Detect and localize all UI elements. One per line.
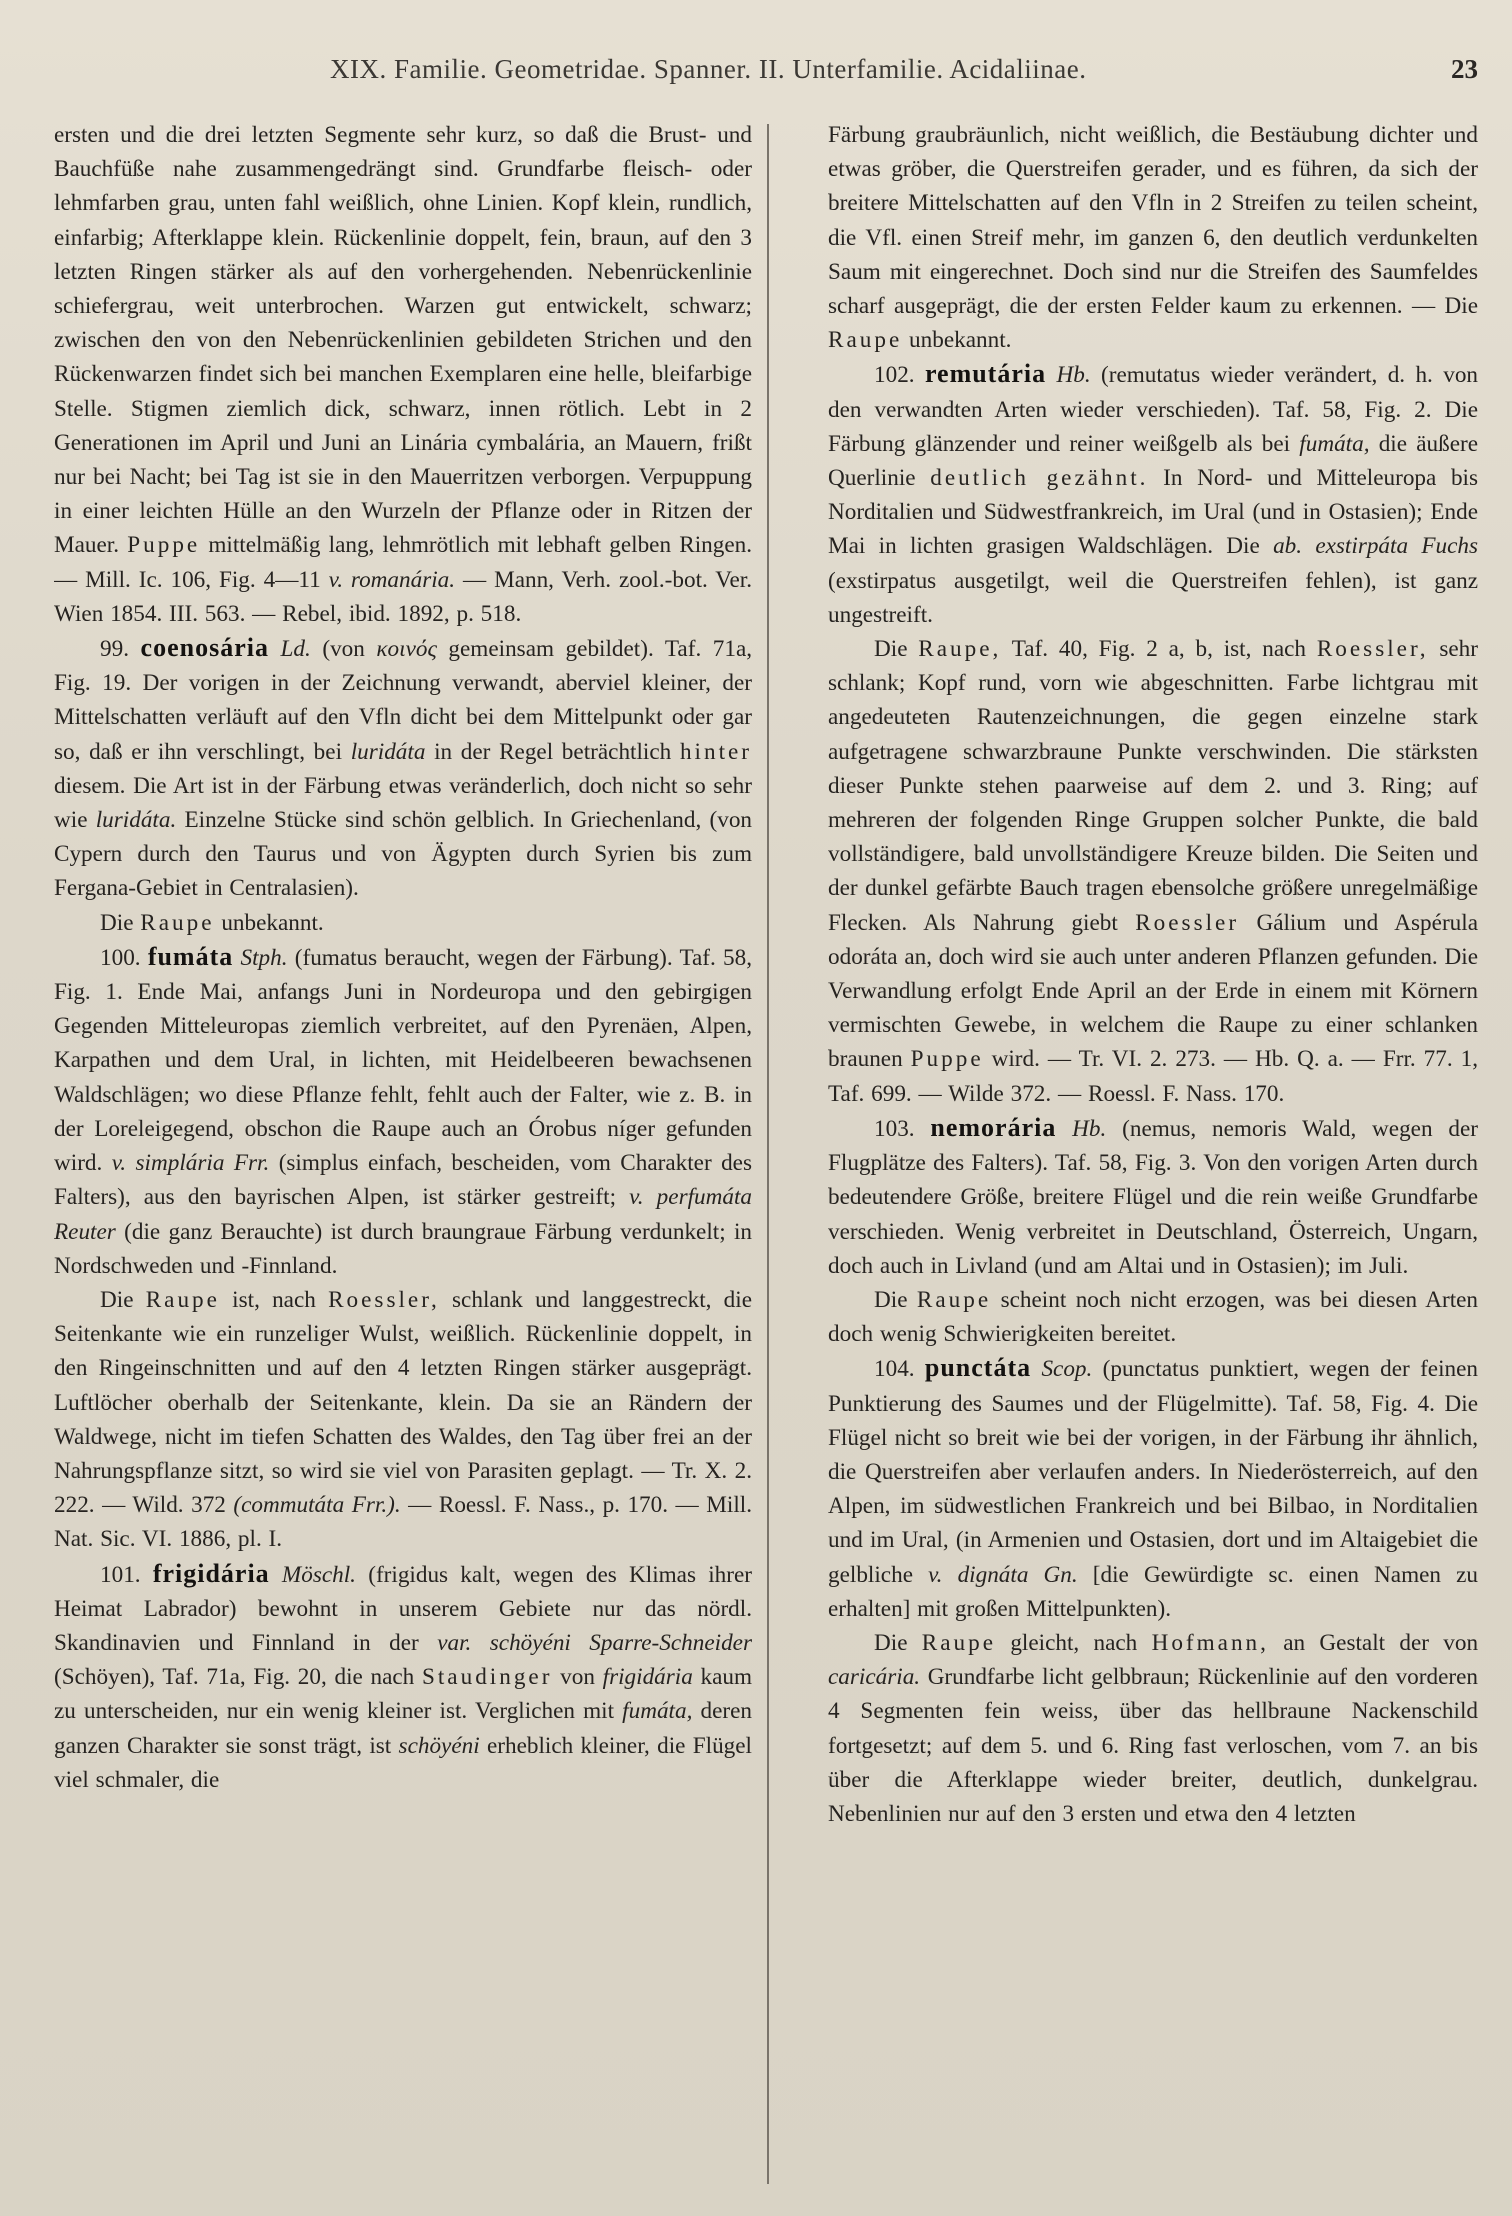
page-number: 23: [1451, 54, 1478, 84]
header-title: XIX. Familie. Geometridae. Spanner. II. Unterfamilie. Acidaliinae.: [330, 54, 1087, 84]
larva-paragraph-104: Die Raupe gleicht, nach Hofmann, an Gestalt der von caricária. Grundfarbe licht gelbbraun; Rückenlinie auf den vorderen 4 Segmenten fein weiss, über das hellbraune Nackenschild fortgesetzt; auf dem 5. und 6. Ring fast verloschen, vom 7. an bis über die Afterklappe wieder breiter, deutlich, dunkelgrau. Nebenlinien nur auf den 3 ersten und etwa den 4 letzten: [828, 1629, 1478, 1827]
species-number: 104.: [874, 1356, 915, 1383]
larva-paragraph-102: Die Raupe, Taf. 40, Fig. 2 a, b, ist, nach Roessler, sehr schlank; Kopf rund, vorn wie abgeschnitten. Farbe lichtgrau mit angedeuteten Rautenzeichnungen, die gegen einzelne stark aufgetragene schwarzbraune Punkte verschwinden. Die stärksten dieser Punkte stehen paarweise auf dem 2. und 3. Ring; auf mehreren der folgenden Ringe Gruppen solcher Punkte, die bald vollständigere, bald unvollständigere Kreuze bilden. Die Seiten und der dunkel gefärbte Bauch tragen ebensolche größere unregelmäßige Flecken. Als Nahrung giebt Roessler Gálium und Aspérula odoráta an, doch wird sie auch unter anderen Pflanzen gefunden. Die Verwandlung erfolgt Ende April an der Erde in einem mit Körnern vermischten Gewebe, in welchem die Raupe zu einer schlanken braunen Puppe wird. — Tr. VI. 2. 273. — Hb. Q. a. — Frr. 77. 1, Taf. 699. — Wilde 372. — Roessl. F. Nass. 170.: [828, 636, 1478, 1107]
species-number: 100.: [100, 944, 141, 971]
species-author: Scop.: [1041, 1356, 1093, 1383]
species-name: punctáta: [924, 1353, 1032, 1383]
species-name: coenosária: [140, 633, 269, 663]
species-number: 99.: [100, 636, 129, 663]
species-author: Hb.: [1072, 1115, 1107, 1142]
species-author: Stph.: [240, 944, 288, 971]
species-author: Möschl.: [281, 1561, 356, 1588]
species-number: 103.: [874, 1115, 915, 1142]
column-divider: [767, 124, 769, 2184]
species-author: Ld.: [280, 636, 311, 663]
species-number: 101.: [100, 1561, 141, 1588]
species-name: remutária: [924, 359, 1047, 389]
species-entry-100: 100. fumáta Stph. (fumatus beraucht, wegen der Färbung). Taf. 58, Fig. 1. Ende Mai, anfangs Juni in Nordeuropa und den gebirgigen Gegenden Mitteleuropas ziemlich verbreitet, auf den Pyrenäen, Alpen, Karpathen und dem Ural, in lichten, mit Heidelbeeren bewachsenen Waldschlägen; wo diese Pflanze fehlt, fehlt auch der Falter, wie z. B. in der Loreleigegend, obschon die Raupe auch an Órobus níger gefunden wird. v. simplária Frr. (simplus einfach, bescheiden, vom Charakter des Falters), aus den bayrischen Alpen, ist stärker gestreift; v. perfumáta Reuter (die ganz Berauchte) ist durch braungraue Färbung verdunkelt; in Nordschweden und -Finnland.: [54, 941, 752, 1279]
species-name: fumáta: [147, 941, 234, 971]
species-author: Hb.: [1056, 362, 1091, 389]
species-name: frigidária: [152, 1558, 270, 1588]
species-name: nemorária: [930, 1112, 1057, 1142]
larva-paragraph-99: Die Raupe unbekannt.: [100, 909, 324, 936]
species-entry-99: 99. coenosária Ld. (von κοινός gemeinsam gebildet). Taf. 71a, Fig. 19. Der vorigen in der Zeichnung verwandt, aberviel kleiner, der Mittelschatten verläuft auf den Vfln dicht bei dem Mittelpunkt oder gar so, daß er ihn verschlingt, bei luridáta in der Regel beträchtlich hinter diesem. Die Art ist in der Färbung etwas veränderlich, doch nicht so sehr wie luridáta. Einzelne Stücke sind schön gelblich. In Griechenland, (von Cypern durch den Taurus und von Ägypten durch Syrien bis zum Fergana-Gebiet in Centralasien).: [54, 633, 752, 902]
larva-paragraph-100: Die Raupe ist, nach Roessler, schlank und langgestreckt, die Seitenkante wie ein runzeliger Wulst, weißlich. Rückenlinie doppelt, in den Ringeinschnitten und auf den 4 letzten Ringen stärker ausgeprägt. Luftlöcher oberhalb der Seitenkante, klein. Da sie an Rändern der Waldwege, nicht im tiefen Schatten des Waldes, den Tag über frei an der Nahrungspflanze sitzt, so wird sie viel von Parasiten geplagt. — Tr. X. 2. 222. — Wild. 372 (commutáta Frr.). — Roessl. F. Nass., p. 170. — Mill. Nat. Sic. VI. 1886, pl. I.: [54, 1286, 752, 1553]
species-entry-104: 104. punctáta Scop. (punctatus punktiert, wegen der feinen Punktierung des Saumes und der Flügelmitte). Taf. 58, Fig. 4. Die Flügel nicht so breit wie bei der vorigen, in der Färbung ihr ähnlich, die Querstreifen aber verlaufen anders. In Niederösterreich, auf den Alpen, im südwestlichen Frankreich und bei Bilbao, in Norditalien und im Ural, (in Armenien und Ostasien, dort und im Altaigebiet die gelbliche v. dignáta Gn. [die Gewürdigte sc. einen Namen zu erhalten] mit großen Mittelpunkten).: [828, 1353, 1478, 1622]
paragraph-continuation: Färbung graubräunlich, nicht weißlich, die Bestäubung dichter und etwas gröber, die Querstreifen gerader, und es führen, da sich der breitere Mittelschatten auf den Vfln in 2 Streifen zu teilen scheint, die Vfl. einen Streif mehr, im ganzen 6, den deutlich verdunkelten Saum mit eingerechnet. Doch sind nur die Streifen des Saumfeldes scharf ausgeprägt, die der ersten Felder kaum zu erkennen. — Die Raupe unbekannt.: [828, 122, 1478, 354]
species-entry-103: 103. nemorária Hb. (nemus, nemoris Wald, wegen der Flugplätze des Falters). Taf. 58, Fig. 3. Von den vorigen Arten durch bedeutendere Größe, breitere Flügel und die rein weiße Grundfarbe verschieden. Wenig verbreitet in Deutschland, Österreich, Ungarn, doch auch in Livland (und am Altai und in Ostasien); im Juli.: [828, 1112, 1478, 1279]
species-number: 102.: [874, 362, 915, 389]
larva-paragraph-103: Die Raupe scheint noch nicht erzogen, was bei diesen Arten doch wenig Schwierigkeiten bereitet.: [828, 1286, 1478, 1348]
right-column: [828, 118, 1478, 2198]
paragraph-continuation: ersten und die drei letzten Segmente sehr kurz, so daß die Brust- und Bauchfüße nahe zusammengedrängt sind. Grundfarbe fleisch- oder lehmfarben grau, unten fahl weißlich, ohne Linien. Kopf klein, rundlich, einfarbig; Afterklappe klein. Rückenlinie doppelt, fein, braun, auf den 3 letzten Ringen stärker als auf den vorhergehenden. Nebenrückenlinie schiefergrau, weit unterbrochen. Warzen gut entwickelt, schwarz; zwischen den von den Nebenrückenlinien gebildeten Strichen und den Rückenwarzen findet sich bei manchen Exemplaren eine helle, bleifarbige Stelle. Stigmen ziemlich dick, schwarz, innen rötlich. Lebt in 2 Generationen im April und Juni an Linária cymbalária, an Mauern, frißt nur bei Nacht; bei Tag ist sie in den Mauerritzen verborgen. Verpuppung in einer leichten Hülle an den Wurzeln der Pflanze oder in Ritzen der Mauer. Puppe mittelmäßig lang, lehmrötlich mit lebhaft gelben Ringen. — Mill. Ic. 106, Fig. 4—11 v. romanária. — Mann, Verh. zool.-bot. Ver. Wien 1854. III. 563. — Rebel, ibid. 1892, p. 518.: [54, 122, 752, 627]
species-entry-101: 101. frigidária Möschl. (frigidus kalt, wegen des Klimas ihrer Heimat Labrador) bewohnt in unserem Gebiete nur das nördl. Skandinavien und Finnland in der var. schöyéni Sparre-Schneider (Schöyen), Taf. 71a, Fig. 20, die nach Staudinger von frigidária kaum zu unterscheiden, nur ein wenig kleiner ist. Verglichen mit fumáta, deren ganzen Charakter sie sonst trägt, ist schöyéni erheblich kleiner, die Flügel viel schmaler, die: [54, 1558, 752, 1793]
left-column: [54, 118, 752, 2198]
species-entry-102: 102. remutária Hb. (remutatus wieder verändert, d. h. von den verwandten Arten wieder verschieden). Taf. 58, Fig. 2. Die Färbung glänzender und reiner weißgelb als bei fumáta, die äußere Querlinie deutlich gezähnt. In Nord- und Mitteleuropa bis Norditalien und Südwestfrankreich, im Ural (und in Ostasien); Ende Mai in lichten grasigen Waldschlägen. Die ab. exstirpáta Fuchs (exstirpatus ausgetilgt, weil die Querstreifen fehlen), ist ganz ungestreift.: [828, 359, 1478, 628]
running-header: [0, 54, 1512, 100]
